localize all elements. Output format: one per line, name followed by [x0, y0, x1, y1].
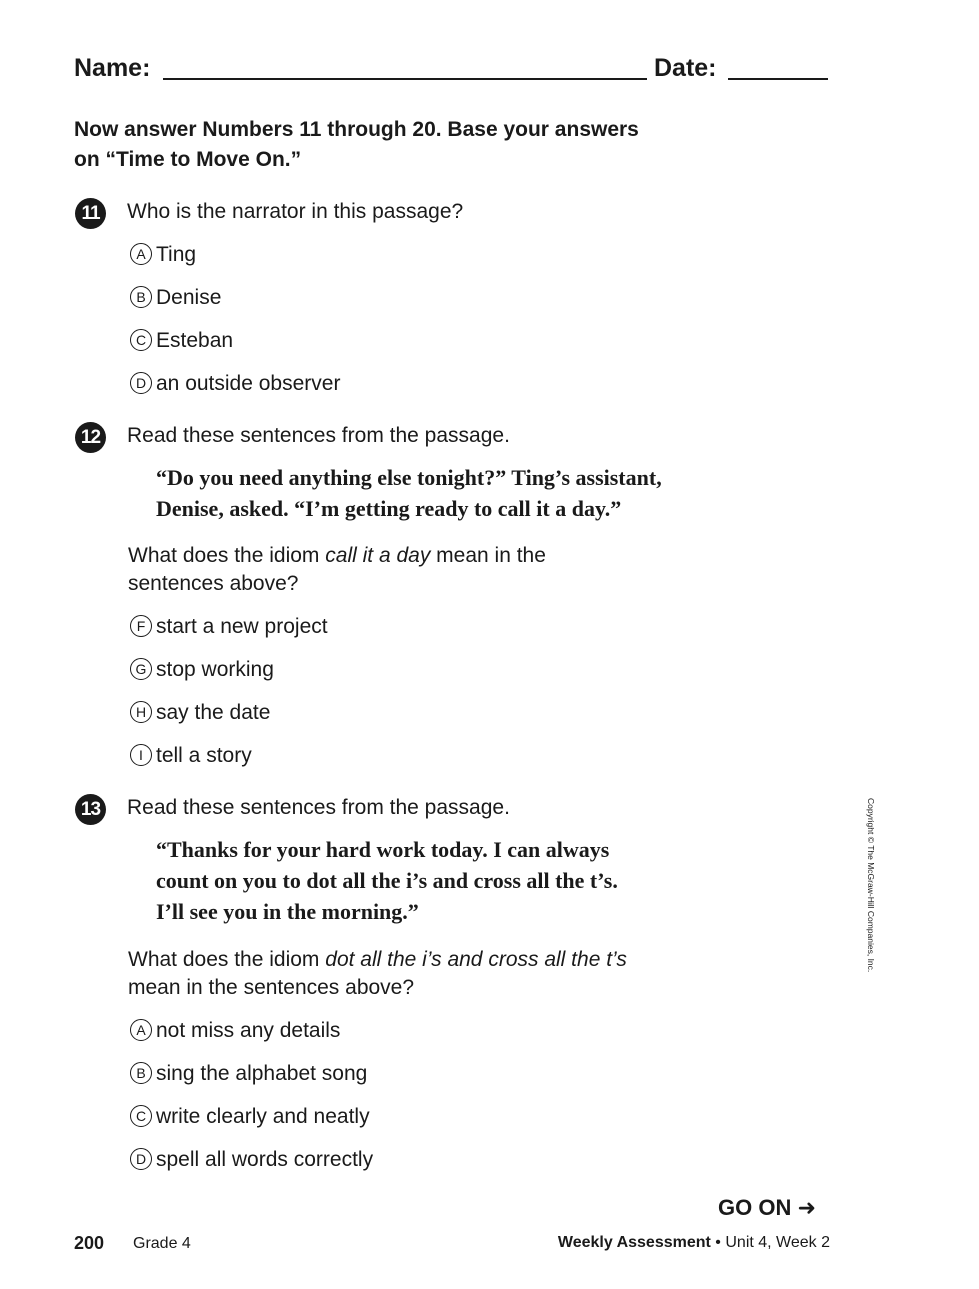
- choice-text: start a new project: [156, 615, 328, 638]
- quote-line: “Thanks for your hard work today. I can always: [156, 837, 610, 862]
- q13-choice-a[interactable]: [130, 1018, 340, 1044]
- answer-bubble[interactable]: G: [130, 658, 152, 680]
- answer-bubble[interactable]: I: [130, 744, 152, 766]
- answer-bubble[interactable]: B: [130, 1062, 152, 1084]
- question-text: What does the idiom: [128, 948, 326, 971]
- copyright-notice: Copyright © The McGraw-Hill Companies, Inc.: [866, 798, 876, 973]
- grade-label: Grade 4: [133, 1235, 191, 1252]
- choice-text: Esteban: [156, 329, 234, 352]
- q12-choice-g[interactable]: [130, 657, 274, 683]
- q13-choice-d[interactable]: [130, 1147, 373, 1173]
- instructions-line-1: Now answer Numbers 11 through 20. Base your answers: [74, 118, 639, 141]
- question-12-question: [128, 542, 728, 598]
- idiom-text: call it a day: [325, 544, 431, 567]
- unit-week: Unit 4, Week 2: [725, 1234, 830, 1251]
- instructions: [74, 115, 754, 175]
- question-12-number: 12: [75, 422, 106, 453]
- q11-choice-a[interactable]: [130, 242, 196, 268]
- question-11-prompt: Who is the narrator in this passage?: [127, 200, 464, 223]
- footer-bullet: •: [710, 1234, 726, 1251]
- q12-choice-i[interactable]: [130, 743, 252, 769]
- choice-text: spell all words correctly: [156, 1148, 374, 1171]
- quote-line: Denise, asked. “I’m getting ready to call it a day.”: [156, 496, 622, 521]
- instructions-line-2: on “Time to Move On.”: [74, 148, 302, 171]
- question-13-quote: [156, 834, 716, 927]
- go-on-label: GO ON ➜: [718, 1195, 816, 1220]
- name-label: Name:: [74, 54, 151, 82]
- assessment-title: Weekly Assessment: [557, 1234, 711, 1251]
- question-12-prompt: Read these sentences from the passage.: [127, 424, 510, 447]
- date-label: Date:: [654, 54, 717, 82]
- question-text: mean in the: [430, 544, 546, 567]
- choice-text: Denise: [156, 286, 222, 309]
- name-field[interactable]: [163, 78, 647, 80]
- quote-line: I’ll see you in the morning.”: [156, 899, 419, 924]
- answer-bubble[interactable]: A: [130, 1019, 152, 1041]
- date-field[interactable]: [728, 78, 828, 80]
- question-13-prompt: Read these sentences from the passage.: [127, 796, 510, 819]
- q11-choice-c[interactable]: [130, 328, 233, 354]
- answer-bubble[interactable]: A: [130, 243, 152, 265]
- idiom-text: dot all the i’s and cross all the t’s: [325, 948, 627, 971]
- choice-text: write clearly and neatly: [156, 1105, 370, 1128]
- question-text: mean in the sentences above?: [128, 976, 415, 999]
- answer-bubble[interactable]: C: [130, 1105, 152, 1127]
- choice-text: tell a story: [156, 744, 252, 767]
- question-13-number: 13: [75, 794, 106, 825]
- choice-text: an outside observer: [156, 372, 341, 395]
- q11-choice-d[interactable]: [130, 371, 340, 397]
- q13-choice-b[interactable]: [130, 1061, 367, 1087]
- answer-bubble[interactable]: D: [130, 372, 152, 394]
- assessment-footer: [558, 1234, 830, 1252]
- q12-choice-h[interactable]: [130, 700, 270, 726]
- q12-choice-f[interactable]: [130, 614, 328, 640]
- answer-bubble[interactable]: H: [130, 701, 152, 723]
- page-number: 200: [74, 1233, 105, 1253]
- answer-bubble[interactable]: F: [130, 615, 152, 637]
- choice-text: not miss any details: [156, 1019, 341, 1042]
- answer-bubble[interactable]: D: [130, 1148, 152, 1170]
- quote-line: count on you to dot all the i’s and cross all the t’s.: [156, 868, 618, 893]
- answer-bubble[interactable]: C: [130, 329, 152, 351]
- choice-text: say the date: [156, 701, 271, 724]
- question-13-question: [128, 946, 768, 1002]
- question-text: sentences above?: [128, 572, 299, 595]
- question-11-number: 11: [75, 198, 106, 229]
- choice-text: Ting: [156, 243, 197, 266]
- choice-text: stop working: [156, 658, 274, 681]
- quote-line: “Do you need anything else tonight?” Ting’s assistant,: [156, 465, 662, 490]
- choice-text: sing the alphabet song: [156, 1062, 368, 1085]
- answer-bubble[interactable]: B: [130, 286, 152, 308]
- q13-choice-c[interactable]: [130, 1104, 370, 1130]
- question-12-quote: [156, 462, 716, 524]
- question-text: What does the idiom: [128, 544, 326, 567]
- q11-choice-b[interactable]: [130, 285, 221, 311]
